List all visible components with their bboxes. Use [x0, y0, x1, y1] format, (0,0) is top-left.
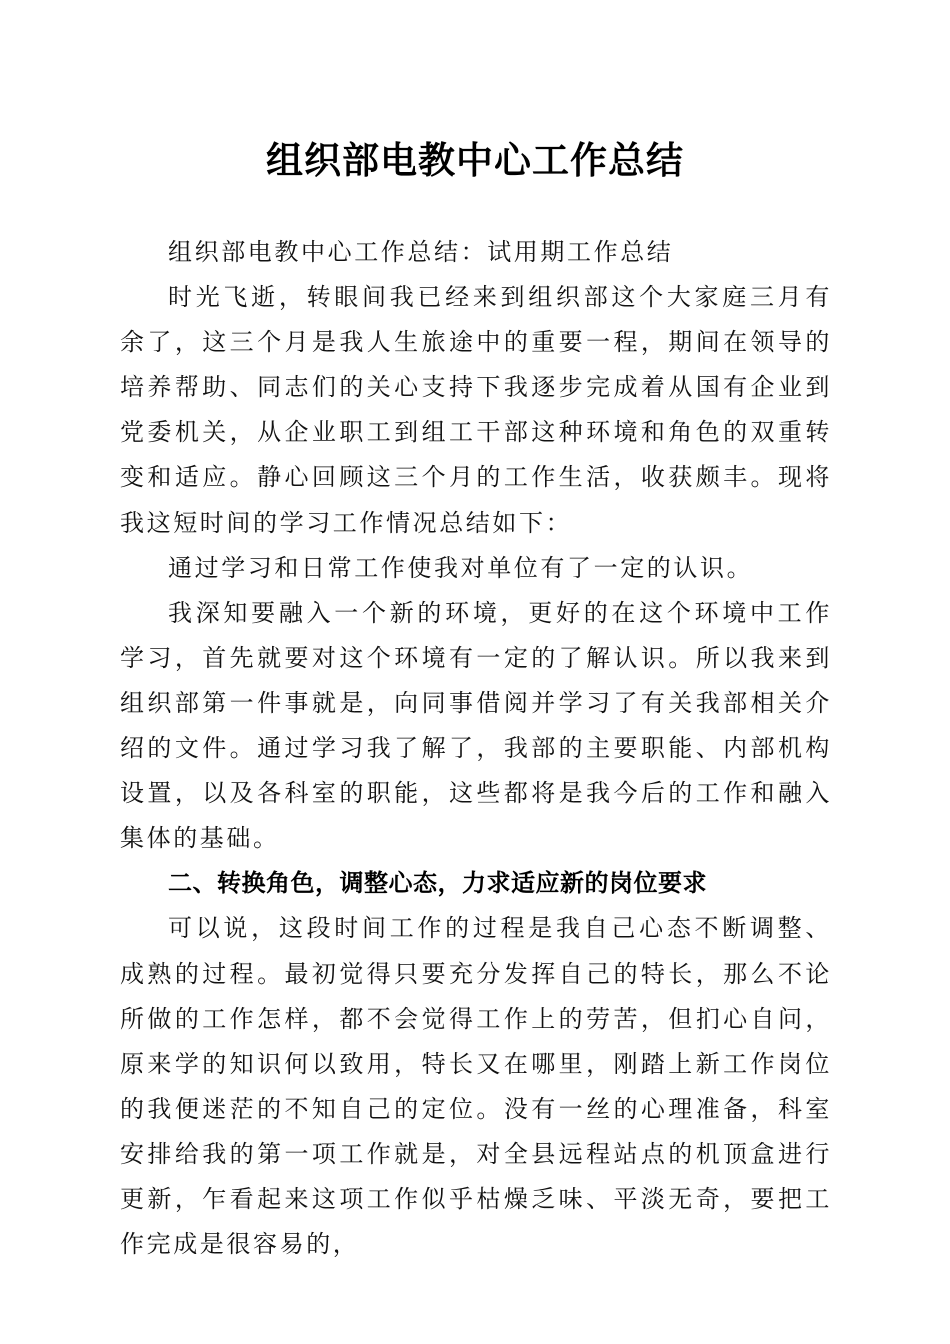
subtitle-paragraph: 组织部电教中心工作总结：试用期工作总结	[168, 238, 674, 266]
section-heading: 二、转换角色，调整心态，力求适应新的岗位要求	[168, 869, 707, 898]
body-paragraph: 我深知要融入一个新的环境，更好的在这个环境中工作学习，首先就要对这个环境有一定的了解认识。所以我来到组织部第一件事就是，向同事借阅并学习了有关我部相关介绍的文件。通过学习我了解了，我部的主要职能、内部机构设置，以及各科室的职能，这些都将是我今后的工作和融入集体的基础。	[120, 598, 832, 853]
body-paragraph: 通过学习和日常工作使我对单位有了一定的认识。	[168, 553, 754, 582]
body-paragraph: 可以说，这段时间工作的过程是我自己心态不断调整、成熟的过程。最初觉得只要充分发挥自己的特长，那么不论所做的工作怎样，都不会觉得工作上的劳苦，但扪心自问，原来学的知识何以致用，特长又在哪里，刚踏上新工作岗位的我便迷茫的不知自己的定位。没有一丝的心理准备，科室安排给我的第一项工作就是，对全县远程站点的机顶盒进行更新，乍看起来这项工作似乎枯燥乏味、平淡无奇，要把工作完成是很容易的，	[120, 914, 832, 1259]
document-title: 组织部电教中心工作总结	[266, 138, 684, 182]
body-paragraph: 时光飞逝，转眼间我已经来到组织部这个大家庭三月有余了，这三个月是我人生旅途中的重要一程，期间在领导的培养帮助、同志们的关心支持下我逐步完成着从国有企业到党委机关，从企业职工到组工干部这种环境和角色的双重转变和适应。静心回顾这三个月的工作生活，收获颇丰。现将我这短时间的学习工作情况总结如下：	[120, 283, 832, 537]
document-body	[120, 230, 832, 1267]
